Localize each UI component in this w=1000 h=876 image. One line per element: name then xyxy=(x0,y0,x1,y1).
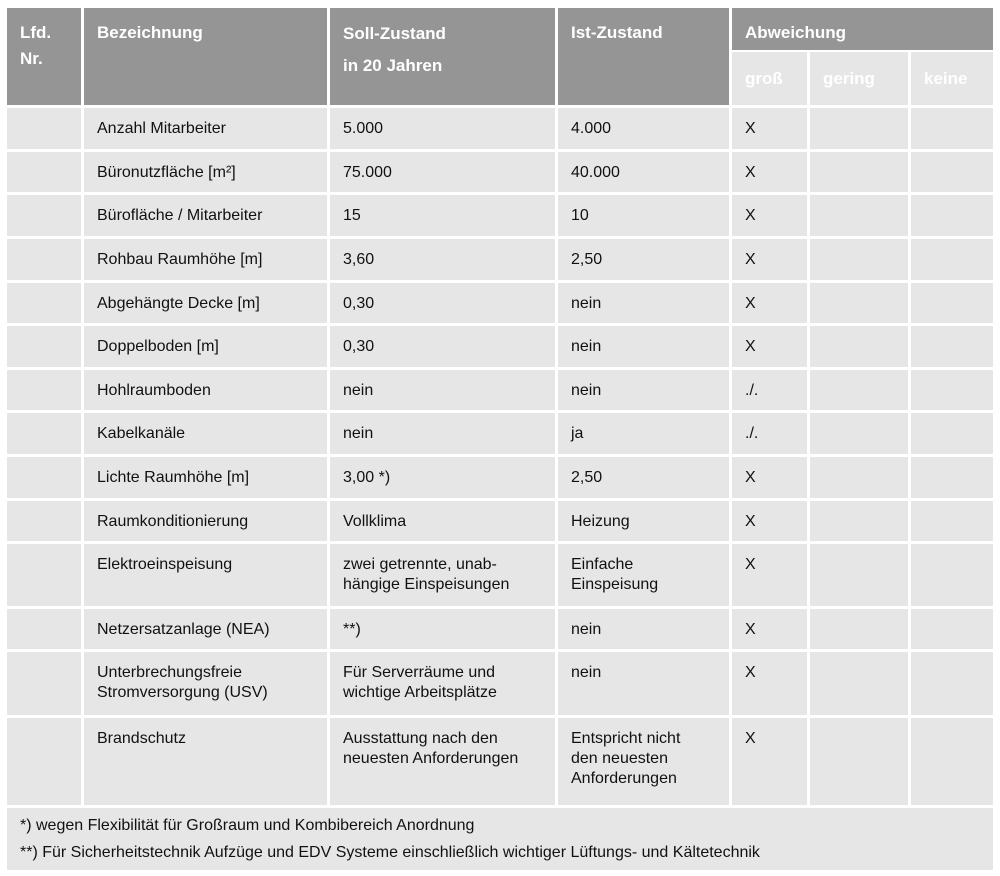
cell-abweichung-gering xyxy=(810,457,908,498)
cell-abweichung-gering xyxy=(810,718,908,805)
cell-lfd-nr xyxy=(7,544,81,606)
cell-abweichung-gross xyxy=(732,239,807,280)
cell-bezeichnung-line: Rohbau Raumhöhe [m] xyxy=(97,251,263,268)
cell-ist-zustand-line: ja xyxy=(571,425,584,442)
cell-abweichung-gering xyxy=(810,609,908,649)
cell-abweichung-gross-text: X xyxy=(745,469,756,486)
cell-lfd-nr xyxy=(7,652,81,715)
header-soll-line-1: Soll-Zustand xyxy=(343,24,446,43)
cell-abweichung-gering xyxy=(810,544,908,606)
cell-ist-zustand-line: Einfache xyxy=(571,556,634,573)
cell-bezeichnung xyxy=(84,370,327,410)
cell-soll-zustand-line: 3,60 xyxy=(343,251,375,268)
cell-bezeichnung-line: Stromversorgung (USV) xyxy=(97,684,268,701)
cell-bezeichnung xyxy=(84,108,327,149)
header-bezeichnung-text: Bezeichnung xyxy=(97,23,203,42)
cell-soll-zustand-line: 3,00 *) xyxy=(343,469,391,486)
cell-lfd-nr xyxy=(7,457,81,498)
cell-abweichung-keine xyxy=(911,413,993,454)
cell-abweichung-gross xyxy=(732,108,807,149)
cell-lfd-nr xyxy=(7,195,81,236)
header-gering-text: gering xyxy=(823,69,875,88)
cell-abweichung-gross xyxy=(732,413,807,454)
cell-abweichung-keine xyxy=(911,544,993,606)
cell-ist-zustand xyxy=(558,108,729,149)
cell-soll-zustand-line: 15 xyxy=(343,207,361,224)
cell-soll-zustand xyxy=(330,152,555,192)
cell-soll-zustand-line: 0,30 xyxy=(343,338,375,355)
cell-lfd-nr xyxy=(7,501,81,541)
cell-abweichung-gering xyxy=(810,195,908,236)
cell-lfd-nr xyxy=(7,413,81,454)
cell-soll-zustand xyxy=(330,326,555,367)
cell-bezeichnung-line: Bürofläche / Mitarbeiter xyxy=(97,207,263,224)
cell-soll-zustand xyxy=(330,544,555,606)
header-lfd-line-2: Nr. xyxy=(20,49,43,68)
cell-abweichung-gross xyxy=(732,283,807,323)
cell-soll-zustand xyxy=(330,501,555,541)
footnote-2: **) Für Sicherheitstechnik Aufzüge und EDV Systeme einschließlich wichtiger Lüftungs- und Kältetechnik xyxy=(20,844,760,861)
cell-abweichung-gross-text: X xyxy=(745,251,756,268)
cell-ist-zustand-line: 4.000 xyxy=(571,120,612,137)
cell-abweichung-gering xyxy=(810,370,908,410)
cell-bezeichnung xyxy=(84,457,327,498)
header-keine-text: keine xyxy=(924,69,968,88)
cell-ist-zustand xyxy=(558,326,729,367)
header-abweichung-gross xyxy=(732,52,807,105)
cell-abweichung-gross xyxy=(732,609,807,649)
cell-bezeichnung-line: Netzersatzanlage (NEA) xyxy=(97,621,270,638)
cell-bezeichnung xyxy=(84,501,327,541)
cell-ist-zustand xyxy=(558,413,729,454)
cell-lfd-nr xyxy=(7,239,81,280)
cell-bezeichnung xyxy=(84,413,327,454)
cell-ist-zustand-line: nein xyxy=(571,338,602,355)
cell-abweichung-gross xyxy=(732,457,807,498)
cell-ist-zustand xyxy=(558,544,729,606)
cell-ist-zustand-line: Entspricht nicht xyxy=(571,730,681,747)
header-ist-zustand xyxy=(558,8,729,105)
cell-abweichung-keine xyxy=(911,108,993,149)
cell-soll-zustand xyxy=(330,718,555,805)
cell-soll-zustand-line: Ausstattung nach den xyxy=(343,730,498,747)
cell-ist-zustand-line: Heizung xyxy=(571,513,630,530)
cell-abweichung-gering xyxy=(810,283,908,323)
cell-abweichung-keine xyxy=(911,239,993,280)
cell-ist-zustand-line: nein xyxy=(571,664,602,681)
cell-bezeichnung-line: Lichte Raumhöhe [m] xyxy=(97,469,250,486)
cell-bezeichnung-line: Raumkonditionierung xyxy=(97,513,249,530)
header-lfd-line-1: Lfd. xyxy=(20,23,52,42)
cell-abweichung-gross-text: ./. xyxy=(745,425,759,442)
cell-bezeichnung-line: Doppelboden [m] xyxy=(97,338,219,355)
cell-abweichung-keine xyxy=(911,457,993,498)
cell-abweichung-gering xyxy=(810,501,908,541)
cell-soll-zustand-line: nein xyxy=(343,425,374,442)
cell-soll-zustand xyxy=(330,413,555,454)
cell-soll-zustand xyxy=(330,457,555,498)
cell-abweichung-keine xyxy=(911,195,993,236)
cell-ist-zustand xyxy=(558,652,729,715)
cell-abweichung-gross xyxy=(732,718,807,805)
cell-abweichung-gross-text: X xyxy=(745,120,756,137)
cell-abweichung-gering xyxy=(810,108,908,149)
cell-ist-zustand xyxy=(558,609,729,649)
cell-ist-zustand-line: 2,50 xyxy=(571,469,603,486)
cell-ist-zustand-line: nein xyxy=(571,382,602,399)
cell-lfd-nr xyxy=(7,718,81,805)
cell-bezeichnung-line: Büronutzfläche [m²] xyxy=(97,164,236,181)
cell-abweichung-gering xyxy=(810,152,908,192)
cell-soll-zustand xyxy=(330,652,555,715)
cell-abweichung-keine xyxy=(911,718,993,805)
cell-abweichung-keine xyxy=(911,609,993,649)
cell-ist-zustand xyxy=(558,152,729,192)
cell-soll-zustand-line: neuesten Anforderungen xyxy=(343,750,519,767)
cell-abweichung-keine xyxy=(911,370,993,410)
cell-abweichung-gering xyxy=(810,652,908,715)
cell-ist-zustand-line: 2,50 xyxy=(571,251,603,268)
cell-abweichung-gross-text: X xyxy=(745,207,756,224)
header-soll-line-2: in 20 Jahren xyxy=(343,56,443,75)
cell-abweichung-keine xyxy=(911,283,993,323)
cell-bezeichnung-line: Abgehängte Decke [m] xyxy=(97,295,260,312)
header-bezeichnung xyxy=(84,8,327,105)
cell-soll-zustand-line: nein xyxy=(343,382,374,399)
cell-abweichung-keine xyxy=(911,501,993,541)
cell-abweichung-keine xyxy=(911,326,993,367)
cell-ist-zustand-line: nein xyxy=(571,621,602,638)
cell-abweichung-gross-text: X xyxy=(745,621,756,638)
cell-ist-zustand-line: nein xyxy=(571,295,602,312)
cell-bezeichnung-line: Anzahl Mitarbeiter xyxy=(97,120,226,137)
cell-abweichung-keine xyxy=(911,152,993,192)
header-abweichung-keine xyxy=(911,52,993,105)
cell-ist-zustand-line: 10 xyxy=(571,207,589,224)
cell-ist-zustand xyxy=(558,239,729,280)
cell-soll-zustand xyxy=(330,370,555,410)
cell-bezeichnung xyxy=(84,326,327,367)
cell-abweichung-gross xyxy=(732,152,807,192)
cell-abweichung-gross xyxy=(732,195,807,236)
cell-soll-zustand-line: 75.000 xyxy=(343,164,392,181)
cell-soll-zustand xyxy=(330,108,555,149)
cell-abweichung-gering xyxy=(810,413,908,454)
cell-abweichung-gross xyxy=(732,326,807,367)
cell-lfd-nr xyxy=(7,283,81,323)
cell-lfd-nr xyxy=(7,326,81,367)
cell-soll-zustand xyxy=(330,283,555,323)
cell-abweichung-gross xyxy=(732,544,807,606)
cell-abweichung-gross-text: X xyxy=(745,164,756,181)
cell-abweichung-gross-text: ./. xyxy=(745,382,759,399)
cell-ist-zustand xyxy=(558,370,729,410)
cell-bezeichnung xyxy=(84,152,327,192)
cell-abweichung-gross xyxy=(732,652,807,715)
cell-bezeichnung xyxy=(84,609,327,649)
cell-bezeichnung-line: Kabelkanäle xyxy=(97,425,186,442)
cell-ist-zustand-line: Einspeisung xyxy=(571,576,659,593)
cell-bezeichnung-line: Brandschutz xyxy=(97,730,186,747)
cell-soll-zustand-line: hängige Einspeisungen xyxy=(343,576,510,593)
cell-soll-zustand-line: wichtige Arbeitsplätze xyxy=(343,684,497,701)
cell-soll-zustand-line: Vollklima xyxy=(343,513,407,530)
cell-ist-zustand xyxy=(558,457,729,498)
cell-bezeichnung-line: Unterbrechungsfreie xyxy=(97,664,242,681)
cell-bezeichnung xyxy=(84,652,327,715)
cell-bezeichnung xyxy=(84,718,327,805)
cell-abweichung-gross-text: X xyxy=(745,338,756,355)
cell-abweichung-gross xyxy=(732,370,807,410)
header-gross-text: groß xyxy=(745,69,783,88)
cell-bezeichnung-line: Hohlraumboden xyxy=(97,382,211,399)
cell-ist-zustand xyxy=(558,195,729,236)
footnotes xyxy=(7,808,993,870)
cell-bezeichnung xyxy=(84,195,327,236)
cell-bezeichnung xyxy=(84,544,327,606)
cell-soll-zustand-line: **) xyxy=(343,621,361,638)
header-abweichung-text: Abweichung xyxy=(745,23,847,42)
cell-ist-zustand-line: Anforderungen xyxy=(571,770,677,787)
header-ist-text: Ist-Zustand xyxy=(571,23,663,42)
cell-abweichung-gering xyxy=(810,326,908,367)
cell-abweichung-gross-text: X xyxy=(745,664,756,681)
cell-ist-zustand xyxy=(558,501,729,541)
cell-ist-zustand-line: 40.000 xyxy=(571,164,620,181)
cell-abweichung-gross-text: X xyxy=(745,295,756,312)
cell-soll-zustand-line: 5.000 xyxy=(343,120,384,137)
footnote-1: *) wegen Flexibilität für Großraum und Kombibereich Anordnung xyxy=(20,817,475,834)
header-abweichung xyxy=(732,8,993,50)
cell-abweichung-keine xyxy=(911,652,993,715)
cell-abweichung-gross-text: X xyxy=(745,556,756,573)
header-abweichung-gering xyxy=(810,52,908,105)
header-lfd-nr xyxy=(7,8,81,105)
cell-abweichung-gross-text: X xyxy=(745,730,756,747)
cell-soll-zustand-line: 0,30 xyxy=(343,295,375,312)
cell-soll-zustand xyxy=(330,239,555,280)
cell-lfd-nr xyxy=(7,152,81,192)
cell-bezeichnung xyxy=(84,283,327,323)
cell-lfd-nr xyxy=(7,370,81,410)
cell-soll-zustand-line: zwei getrennte, unab- xyxy=(343,556,497,573)
cell-abweichung-gross xyxy=(732,501,807,541)
cell-abweichung-gross-text: X xyxy=(745,513,756,530)
cell-lfd-nr xyxy=(7,609,81,649)
header-soll-zustand xyxy=(330,8,555,105)
cell-ist-zustand-line: den neuesten xyxy=(571,750,668,767)
cell-bezeichnung xyxy=(84,239,327,280)
cell-lfd-nr xyxy=(7,108,81,149)
cell-abweichung-gering xyxy=(810,239,908,280)
cell-bezeichnung-line: Elektroeinspeisung xyxy=(97,556,233,573)
cell-soll-zustand xyxy=(330,195,555,236)
cell-ist-zustand xyxy=(558,718,729,805)
cell-soll-zustand-line: Für Serverräume und xyxy=(343,664,496,681)
cell-ist-zustand xyxy=(558,283,729,323)
cell-soll-zustand xyxy=(330,609,555,649)
